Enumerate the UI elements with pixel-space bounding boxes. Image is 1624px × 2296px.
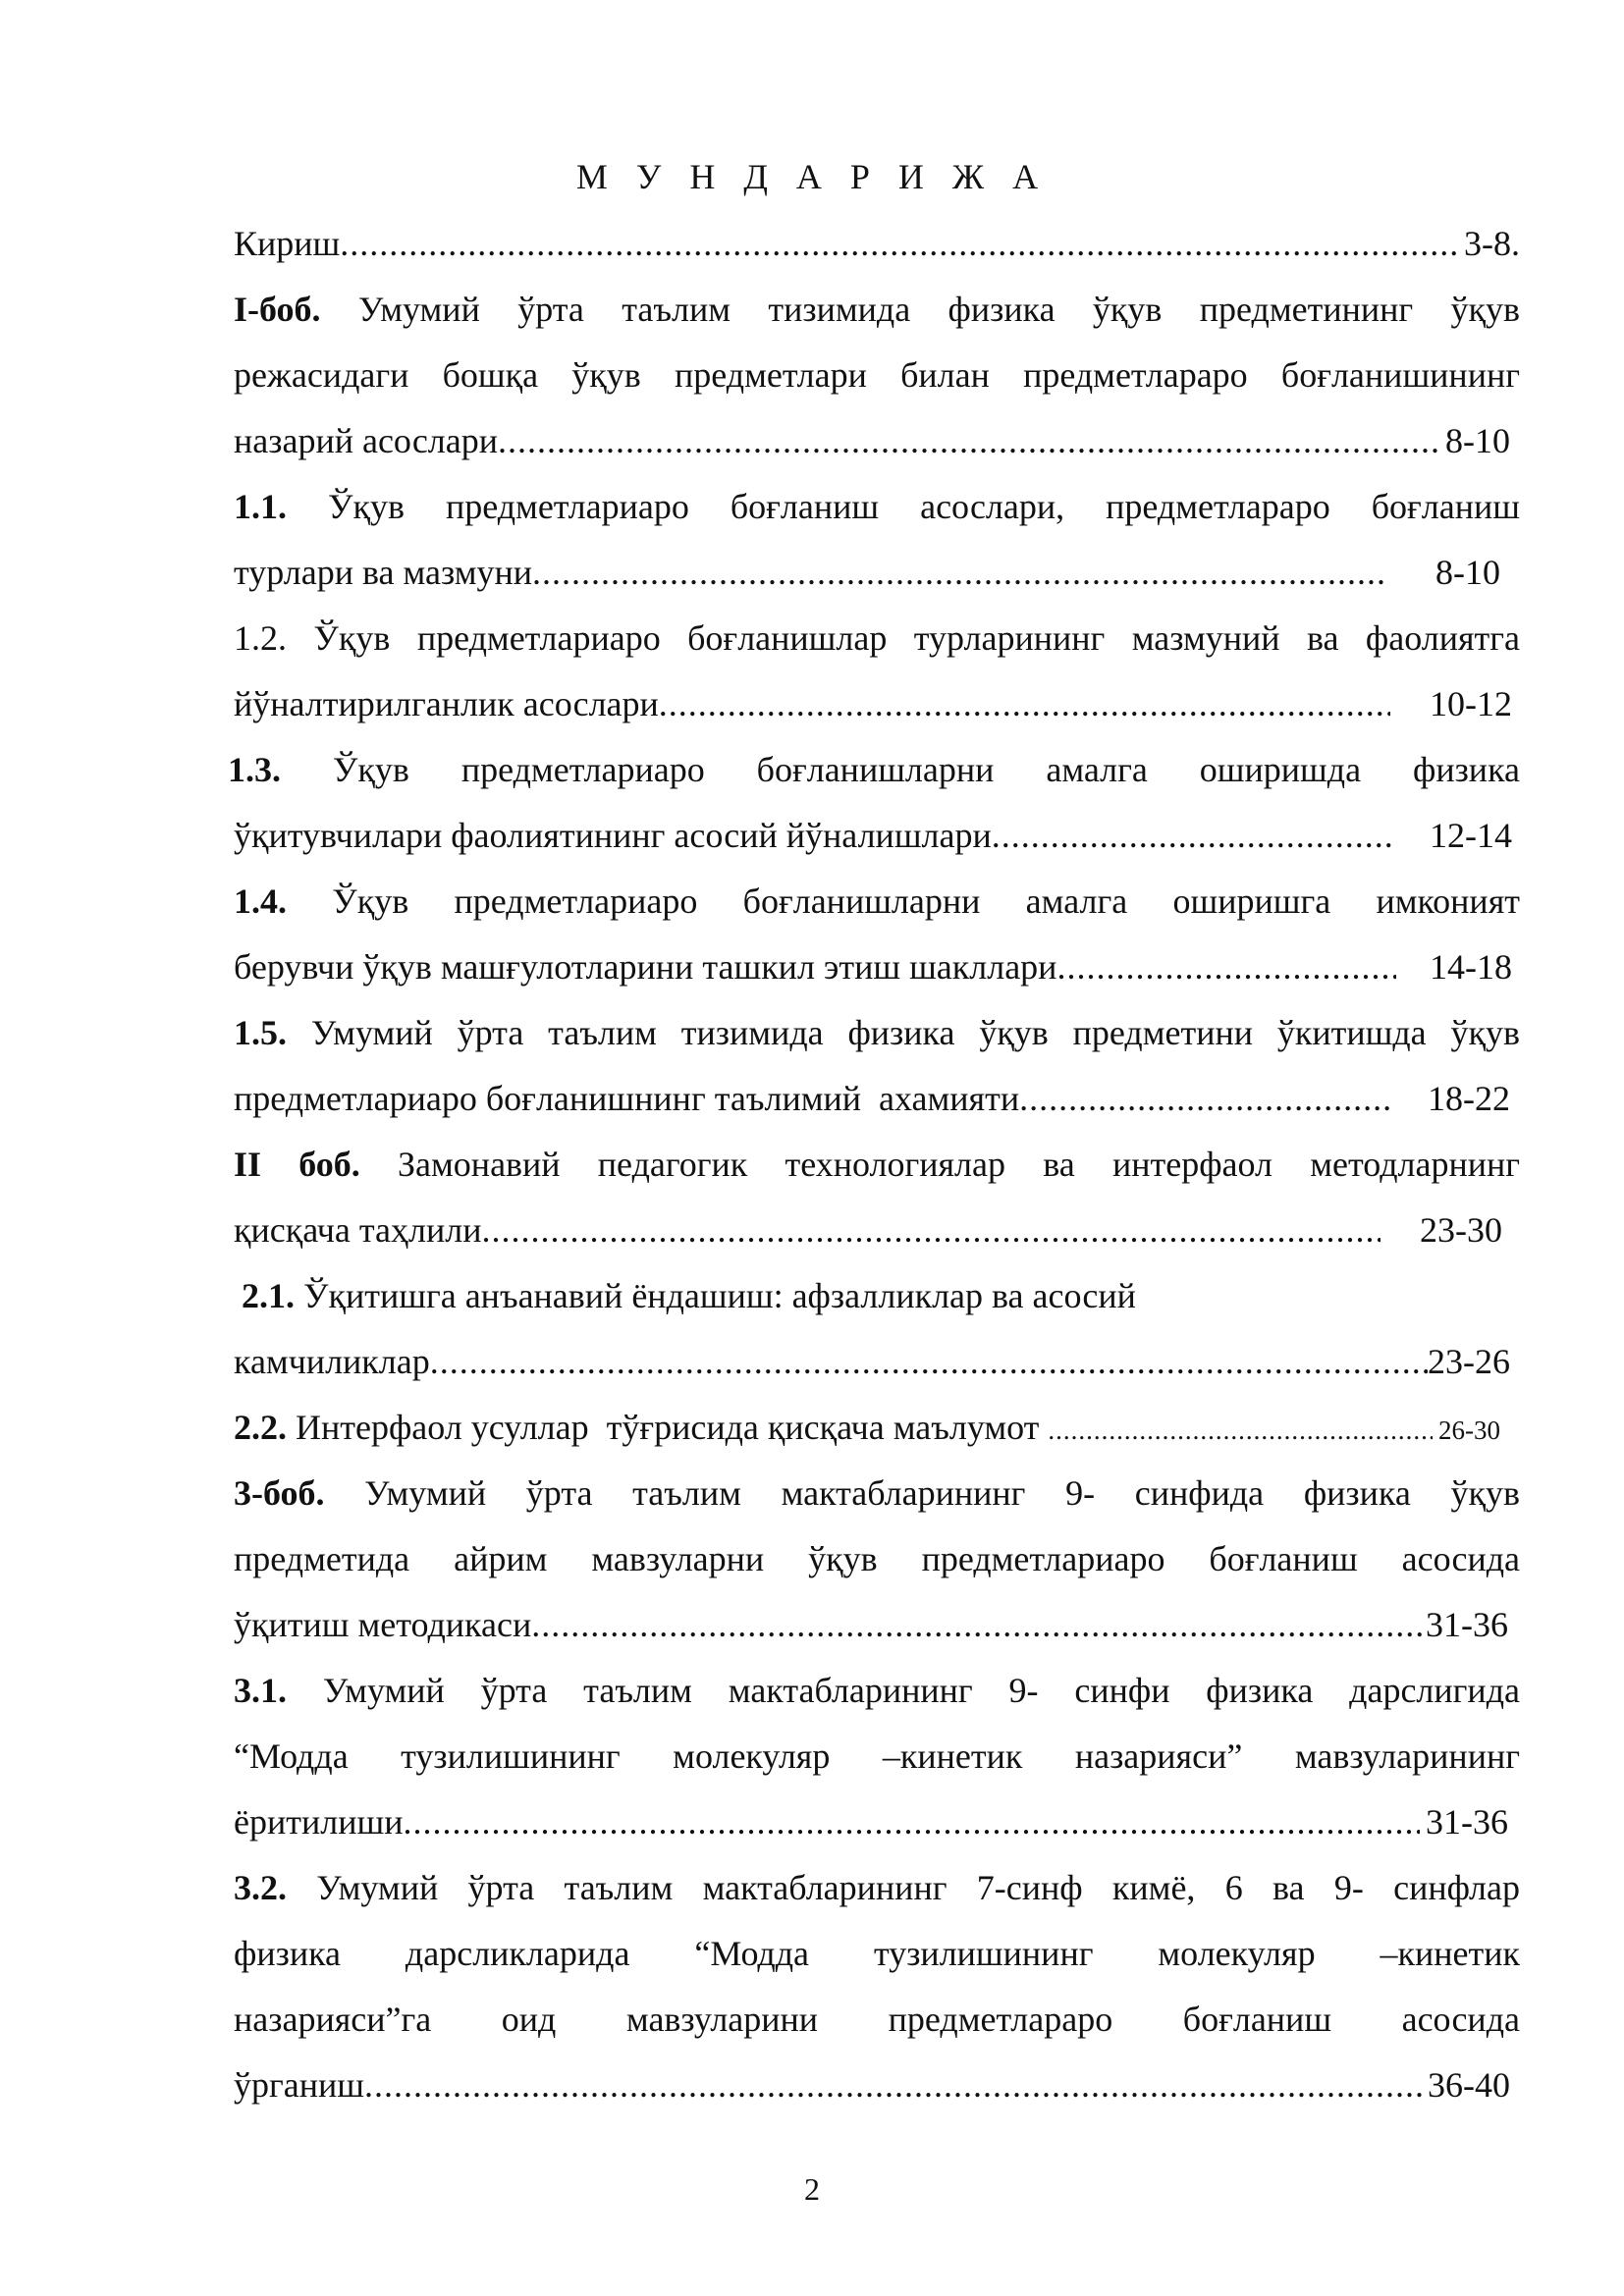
toc-heading-label: II боб. [234, 1145, 360, 1184]
toc-chapter-1-line-1 [234, 288, 1520, 331]
toc-text: физика дарсликларида “Модда тузилишининг молекуляр –кинетик [234, 1934, 1520, 1973]
toc-leader-dots [364, 2063, 1422, 2107]
toc-text: Умумий ўрта таълим тизимида физика ўқув предметини ўкитишда ўқув [287, 1013, 1520, 1052]
toc-section-2-1-line-2 [234, 1340, 1510, 1383]
toc-leader-dots [531, 1603, 1426, 1646]
toc-text: турлари ва мазмуни [234, 553, 533, 592]
toc-heading-label: 3.1. [234, 1671, 287, 1710]
toc-page-ref: 8-10 [1435, 553, 1500, 592]
toc-chapter-2-line-1 [234, 1143, 1520, 1186]
toc-section-1-3-line-1 [228, 748, 1520, 791]
toc-leader-dots [340, 222, 1458, 265]
toc-chapter-1-line-2 [234, 353, 1520, 397]
toc-section-1-4-line-1 [234, 880, 1520, 923]
toc-chapter-3-line-1 [234, 1471, 1520, 1515]
toc-heading-label: 2.1. [242, 1276, 295, 1315]
toc-section-2-2 [234, 1406, 1500, 1452]
toc-section-3-1-line-3 [234, 1800, 1508, 1843]
toc-leader-dots [659, 682, 1390, 725]
toc-page-ref: 3-8. [1464, 224, 1520, 263]
toc-leader-dots [481, 1208, 1380, 1252]
toc-text: назарияси”га оид мавзуларини предметлараро боғланиш асосида [234, 2000, 1520, 2039]
toc-heading-label: 3.2. [234, 1868, 287, 1907]
toc-text: қисқача таҳлили [234, 1210, 482, 1250]
toc-page-ref: 31-36 [1426, 1605, 1508, 1644]
toc-page-ref: 10-12 [1430, 684, 1512, 723]
toc-section-3-2-line-1 [234, 1866, 1520, 1909]
toc-heading-label: 1.4. [234, 881, 287, 921]
toc-heading-label: 3-боб. [234, 1473, 325, 1513]
toc-text: Ўқув предметлариаро боғланишларни амалга оширишда физика [281, 750, 1520, 789]
toc-heading-label: 1.5. [234, 1013, 287, 1052]
toc-text: Умумий ўрта таълим мактабларининг 9- синфида физика ўқув [324, 1473, 1520, 1513]
toc-section-1-1-line-2 [234, 551, 1500, 594]
page-number: 2 [804, 2171, 820, 2207]
toc-page-ref: 14-18 [1430, 947, 1512, 987]
toc-page-ref: 18-22 [1428, 1079, 1510, 1118]
toc-section-1-5-line-2 [234, 1077, 1510, 1120]
toc-text: берувчи ўқув машғулотларини ташкил этиш шакллари [234, 947, 1057, 987]
toc-page-ref: 23-30 [1420, 1210, 1502, 1250]
toc-leader-dots [1048, 1409, 1433, 1452]
toc-leader-dots [498, 419, 1439, 462]
toc-page-ref: 23-26 [1428, 1342, 1510, 1381]
toc-chapter-2-line-2 [234, 1208, 1502, 1252]
toc-heading-label: 1.3. [228, 750, 281, 789]
toc-text: Умумий ўрта таълим мактабларининг 7-синф кимё, 6 ва 9- синфлар [287, 1868, 1520, 1907]
toc-page-ref: 36-40 [1428, 2065, 1510, 2105]
toc-leader-dots [992, 814, 1396, 857]
toc-page-ref: 31-36 [1426, 1802, 1508, 1842]
toc-chapter-3-line-3 [234, 1603, 1508, 1646]
toc-text: Кириш [234, 224, 341, 263]
toc-text: ўқитиш методикаси [234, 1605, 532, 1644]
toc-text: ўрганиш [234, 2065, 364, 2105]
toc-section-1-2-line-2 [234, 682, 1512, 725]
toc-section-3-2-line-4 [234, 2063, 1510, 2107]
toc-leader-dots [430, 1340, 1428, 1383]
toc-text: камчиликлар [234, 1342, 430, 1381]
toc-text: предметлариаро боғланишнинг таълимий ахамияти [234, 1079, 1020, 1118]
toc-section-3-2-line-3 [234, 1998, 1520, 2041]
toc-section-1-4-line-2 [234, 945, 1512, 988]
toc-text: предметида айрим мавзуларни ўқув предметлариаро боғланиш асосида [234, 1539, 1520, 1578]
toc-section-1-5-line-1 [234, 1011, 1520, 1054]
toc-text: йўналтирилганлик асослари [234, 684, 659, 723]
toc-leader-dots [532, 551, 1386, 594]
toc-text: Ўқув предметлариаро боғланиш асослари, предметлараро боғланиш [287, 487, 1520, 526]
toc-section-3-1-line-2 [234, 1735, 1520, 1778]
toc-page-ref: 8-10 [1445, 421, 1510, 460]
toc-chapter-1-line-3 [234, 419, 1510, 462]
toc-section-1-3-line-2 [234, 814, 1512, 857]
toc-section-2-1-line-1 [242, 1274, 1528, 1317]
toc-leader-dots [1056, 945, 1396, 988]
toc-section-1-1-line-1 [234, 485, 1520, 528]
toc-page-ref: 26-30 [1438, 1415, 1500, 1445]
toc-text: ўқитувчилари фаолиятининг асосий йўналишлари [234, 816, 992, 855]
toc-text: назарий асослари [234, 421, 499, 460]
toc-heading-label: 2.2. [234, 1408, 287, 1447]
toc-leader-dots [1019, 1077, 1394, 1120]
toc-text: Ўқитишга анъанавий ёндашиш: афзалликлар ва асосий [295, 1276, 1136, 1315]
toc-section-3-2-line-2 [234, 1932, 1520, 1975]
toc-text: Ўқув предметлариаро боғланишларни амалга оширишга имконият [287, 881, 1520, 921]
toc-section-1-2-line-1 [234, 616, 1520, 660]
toc-text: Замонавий педагогик технологиялар ва интерфаол методларнинг [359, 1145, 1521, 1184]
toc-text: Интерфаол усуллар тўғрисида қисқача маълумот [287, 1408, 1049, 1447]
toc-text: 1.2. Ўқув предметлариаро боғланишлар турларининг мазмуний ва фаолиятга [234, 618, 1520, 658]
toc-section-3-1-line-1 [234, 1669, 1520, 1712]
toc-heading-label: I-боб. [234, 290, 321, 329]
toc-heading-label: 1.1. [234, 487, 287, 526]
toc-chapter-3-line-2 [234, 1537, 1520, 1580]
page-title: М У Н Д А Р И Ж А [575, 157, 1049, 196]
toc-text: режасидаги бошқа ўқув предметлари билан предметлараро боғланишининг [234, 355, 1520, 395]
toc-page-ref: 12-14 [1430, 816, 1512, 855]
toc-text: Умумий ўрта таълим мактабларининг 9- синфи физика дарслигида [287, 1671, 1520, 1710]
toc-text: “Модда тузилишининг молекуляр –кинетик назарияси” мавзуларининг [234, 1736, 1520, 1776]
toc-leader-dots [403, 1800, 1420, 1843]
toc-text: ёритилиши [234, 1802, 404, 1842]
toc-entry-introduction [234, 222, 1520, 265]
toc-text: Умумий ўрта таълим тизимида физика ўқув предметининг ўқув [320, 290, 1520, 329]
